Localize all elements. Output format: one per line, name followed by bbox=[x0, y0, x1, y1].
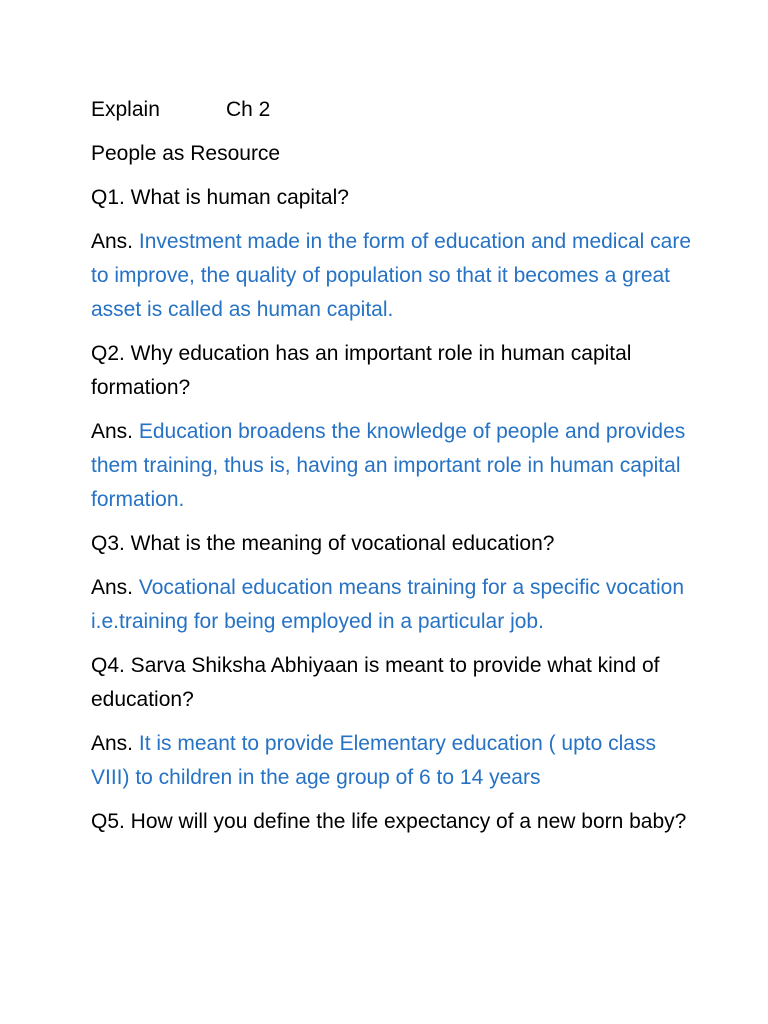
question-2: Q2. Why education has an important role in human capital formation? bbox=[91, 342, 632, 399]
document-page bbox=[91, 93, 691, 849]
question-5: Q5. How will you define the life expectancy of a new born baby? bbox=[91, 810, 687, 833]
question-3: Q3. What is the meaning of vocational education? bbox=[91, 532, 555, 555]
chapter-label: Ch 2 bbox=[226, 98, 271, 121]
answer-1 bbox=[91, 225, 691, 327]
answer-text: It is meant to provide Elementary education ( upto class VIII) to children in the age group of 6 to 14 years bbox=[91, 732, 656, 789]
answer-text: Education broadens the knowledge of people and provides them training, thus is, having an important role in human capital formation. bbox=[91, 420, 686, 511]
answer-prefix: Ans. bbox=[91, 420, 134, 443]
answer-2 bbox=[91, 415, 691, 517]
answer-prefix: Ans. bbox=[91, 732, 134, 755]
document-header bbox=[91, 93, 691, 127]
answer-prefix: Ans. bbox=[91, 230, 134, 253]
answer-4 bbox=[91, 727, 691, 795]
answer-3 bbox=[91, 571, 691, 639]
document-title: People as Resource bbox=[91, 142, 281, 165]
header-label: Explain bbox=[91, 98, 160, 121]
question-1: Q1. What is human capital? bbox=[91, 186, 349, 209]
answer-text: Vocational education means training for a specific vocation i.e.training for being employed in a particular job. bbox=[91, 576, 685, 633]
question-4: Q4. Sarva Shiksha Abhiyaan is meant to provide what kind of education? bbox=[91, 654, 660, 711]
answer-prefix: Ans. bbox=[91, 576, 134, 599]
answer-text: Investment made in the form of education and medical care to improve, the quality of population so that it becomes a great asset is called as human capital. bbox=[91, 230, 692, 321]
